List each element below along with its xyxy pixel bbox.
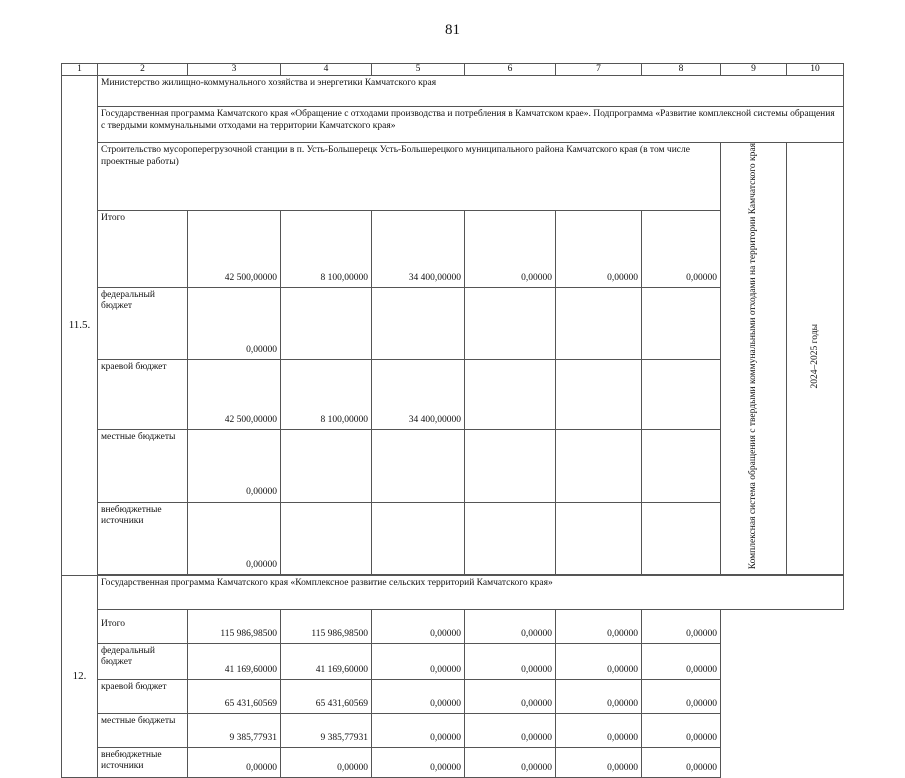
value-cell: 0,00000 [465, 748, 556, 778]
row-label: внебюджетные источники [98, 502, 188, 574]
value-cell: 0,00000 [372, 680, 465, 714]
col-header: 7 [556, 64, 642, 76]
value-cell [556, 287, 642, 359]
value-cell [372, 502, 465, 574]
period-text: 2024–2025 годы [809, 324, 820, 389]
activity-row [62, 143, 844, 211]
program-row [62, 107, 844, 143]
value-cell [642, 287, 721, 359]
value-cell [465, 502, 556, 574]
value-cell: 0,00000 [556, 680, 642, 714]
value-cell: 0,00000 [642, 714, 721, 748]
value-cell: 0,00000 [642, 748, 721, 778]
value-cell: 8 100,00000 [281, 360, 372, 430]
value-cell: 0,00000 [372, 748, 465, 778]
value-cell: 0,00000 [188, 430, 281, 502]
ministry-row [62, 76, 844, 107]
program-row [62, 576, 844, 610]
value-cell: 0,00000 [188, 502, 281, 574]
value-cell: 0,00000 [642, 610, 721, 644]
value-cell [372, 430, 465, 502]
col-header: 5 [372, 64, 465, 76]
value-cell [281, 287, 372, 359]
row-label: федеральный бюджет [98, 287, 188, 359]
value-cell: 34 400,00000 [372, 360, 465, 430]
budget-table [61, 63, 844, 778]
value-cell: 0,00000 [372, 610, 465, 644]
value-cell [465, 360, 556, 430]
row-label: Итого [98, 211, 188, 288]
row-label: Итого [98, 610, 188, 644]
value-cell: 8 100,00000 [281, 211, 372, 288]
period-cell [787, 143, 844, 575]
col-header: 2 [98, 64, 188, 76]
result-cell [721, 143, 787, 575]
row-label: краевой бюджет [98, 360, 188, 430]
value-cell [556, 360, 642, 430]
row-label: местные бюджеты [98, 714, 188, 748]
row-label: местные бюджеты [98, 430, 188, 502]
program-title: Государственная программа Камчатского края «Обращение с отходами производства и потребления в Камчатском крае». Подпрограмма «Развитие комплексной системы обращения с твердыми коммунальными отходами на территории Камчатского края» [98, 107, 844, 143]
value-cell: 0,00000 [188, 287, 281, 359]
value-cell: 41 169,60000 [188, 644, 281, 680]
value-cell [642, 430, 721, 502]
value-cell: 0,00000 [372, 644, 465, 680]
program-title: Государственная программа Камчатского края «Комплексное развитие сельских территорий Камчатского края» [98, 576, 844, 610]
col-header: 10 [787, 64, 844, 76]
value-cell [642, 360, 721, 430]
empty-cell [721, 610, 844, 778]
row-label: федеральный бюджет [98, 644, 188, 680]
value-cell: 0,00000 [465, 644, 556, 680]
column-number-row [62, 64, 844, 76]
value-cell: 0,00000 [372, 714, 465, 748]
col-header: 4 [281, 64, 372, 76]
table-row [62, 610, 844, 644]
result-text: Комплексная система обращения с твердыми коммунальными отходами на территории Камчатского края [748, 143, 759, 570]
value-cell: 41 169,60000 [281, 644, 372, 680]
ministry-title: Министерство жилищно-коммунального хозяйства и энергетики Камчатского края [98, 76, 844, 107]
value-cell: 0,00000 [556, 644, 642, 680]
row-code: 11.5. [62, 76, 98, 576]
value-cell: 0,00000 [465, 211, 556, 288]
activity-title: Строительство мусороперегрузочной станции в п. Усть-Большерецк Усть-Большерецкого муниципального района Камчатского края (в том числе проектные работы) [98, 143, 721, 211]
col-header: 9 [721, 64, 787, 76]
value-cell: 65 431,60569 [281, 680, 372, 714]
value-cell: 0,00000 [465, 680, 556, 714]
col-header: 1 [62, 64, 98, 76]
value-cell: 0,00000 [556, 610, 642, 644]
value-cell [556, 502, 642, 574]
value-cell: 0,00000 [465, 610, 556, 644]
value-cell: 42 500,00000 [188, 211, 281, 288]
value-cell [465, 430, 556, 502]
col-header: 8 [642, 64, 721, 76]
value-cell: 0,00000 [642, 644, 721, 680]
value-cell [281, 502, 372, 574]
value-cell [556, 430, 642, 502]
value-cell: 115 986,98500 [281, 610, 372, 644]
col-header: 6 [465, 64, 556, 76]
row-label: внебюджетные источники [98, 748, 188, 778]
value-cell: 0,00000 [465, 714, 556, 748]
value-cell [281, 430, 372, 502]
row-label: краевой бюджет [98, 680, 188, 714]
page-number: 81 [445, 22, 460, 38]
value-cell: 0,00000 [281, 748, 372, 778]
value-cell: 0,00000 [642, 211, 721, 288]
value-cell: 9 385,77931 [281, 714, 372, 748]
value-cell: 0,00000 [556, 748, 642, 778]
value-cell: 0,00000 [642, 680, 721, 714]
value-cell: 65 431,60569 [188, 680, 281, 714]
value-cell [465, 287, 556, 359]
value-cell [642, 502, 721, 574]
value-cell: 42 500,00000 [188, 360, 281, 430]
value-cell: 115 986,98500 [188, 610, 281, 644]
value-cell: 34 400,00000 [372, 211, 465, 288]
value-cell: 9 385,77931 [188, 714, 281, 748]
value-cell: 0,00000 [556, 211, 642, 288]
col-header: 3 [188, 64, 281, 76]
value-cell [372, 287, 465, 359]
value-cell: 0,00000 [188, 748, 281, 778]
row-code: 12. [62, 576, 98, 778]
value-cell: 0,00000 [556, 714, 642, 748]
